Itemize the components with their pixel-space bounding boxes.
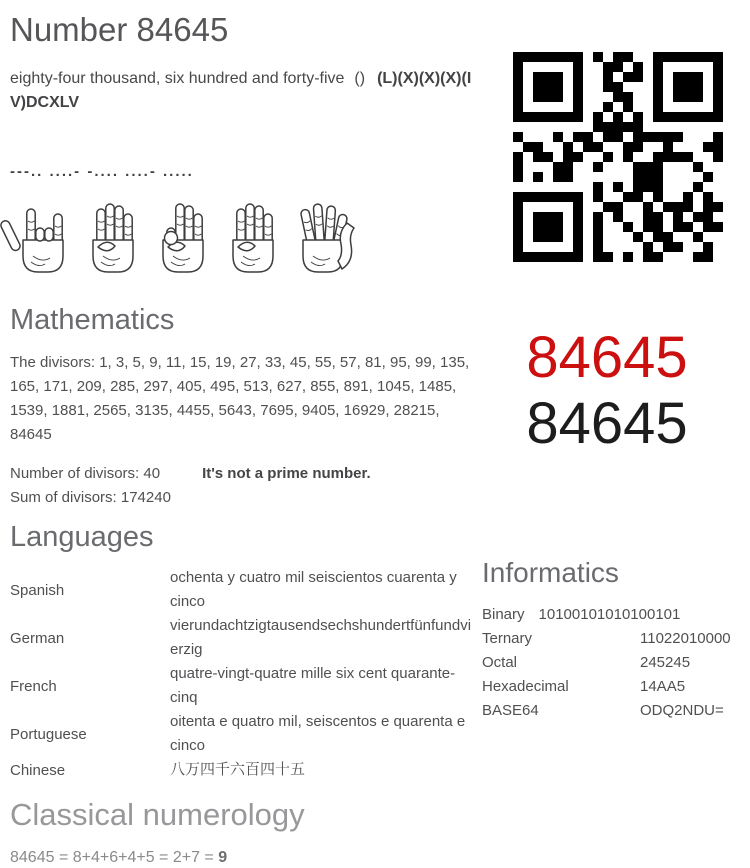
language-row-spanish [10,566,482,614]
informatics-row-octal [482,651,750,675]
language-label: Portuguese [10,725,87,743]
numerology-section [10,798,750,868]
language-row-french [10,662,482,710]
languages-table [10,566,482,782]
languages-heading: Languages [10,521,154,553]
divisors-paragraph [10,351,476,447]
informatics-label: Hexadecimal [482,678,569,695]
divisors-label: The divisors: [10,354,100,371]
informatics-label: BASE64 [482,702,539,719]
hand-digit-5 [290,195,357,275]
mathematics-section [10,277,750,510]
language-label: French [10,677,57,695]
language-row-portuguese [10,710,482,758]
hand-digit-4 [80,195,147,275]
languages-informatics-section [10,510,750,782]
language-value: ochenta y cuatro mil seiscientos cuarenta y cinco [170,569,457,610]
divisor-sum-value: 174240 [120,489,171,506]
language-label: Spanish [10,581,65,599]
informatics-block [482,556,750,723]
qr-code [513,52,723,262]
big-number-red: 84645 [526,325,688,390]
language-value: quatre-vingt-quatre mille six cent quarante-cinq [170,665,456,706]
divisors-list: 1, 3, 5, 9, 11, 15, 19, 27, 33, 45, 55, 57, 81, 95, 99, 135, 165, 171, 209, 285, 297, 405, 495, 513, 627, 855, 891, 1045, 1485, 1539, 1881, 2565, 3135, 4455, 5643, 7695, 9405, 16929, 28215, 84645 [10,354,470,443]
informatics-label: Ternary [482,630,533,647]
mathematics-heading: Mathematics [10,304,175,336]
morse-code: ---.. ....- -.... ....- ..... [10,163,194,180]
informatics-label: Octal [482,654,518,671]
hand-digit-4 [220,195,287,275]
informatics-value: 14AA5 [640,678,686,695]
number-word-forms [10,67,472,115]
informatics-row-ternary [482,627,750,651]
informatics-heading: Informatics [482,557,619,588]
language-value: 八万四千六百四十五 [170,761,306,778]
informatics-row-hexadecimal [482,675,750,699]
numerology-heading: Classical numerology [10,797,305,832]
informatics-row-base64 [482,699,750,723]
big-number-display [482,325,732,456]
empty-parens: () [354,70,366,87]
language-label: Chinese [10,761,66,779]
divisor-sum-line [10,486,482,510]
language-value: vierundachtzigtausendsechshundertfünfundvierzig [170,617,472,658]
numerology-equation [10,848,750,868]
prime-note: It's not a prime number. [202,465,371,482]
language-label: German [10,629,65,647]
language-value: oitenta e quatro mil, seiscentos e quarenta e cinco [170,713,466,754]
finger-counting-hands [10,195,482,277]
equation-result: 9 [218,849,228,866]
header-section [10,0,750,277]
language-row-chinese [10,758,482,782]
hand-digit-6 [150,195,217,275]
hand-digit-8 [10,195,77,275]
big-number-black: 84645 [526,391,688,456]
informatics-value: 11022010000 [640,630,731,647]
number-in-words: eighty-four thousand, six hundred and forty-five [10,70,345,87]
language-row-german [10,614,482,662]
informatics-value: ODQ2NDU= [640,702,724,719]
roman-numeral: (L)(X)(X)(X)(IV)DCXLV [10,70,472,111]
page-title: Number 84645 [10,11,229,48]
informatics-value: 245245 [640,654,691,671]
informatics-table [482,603,750,723]
divisor-count-value: 40 [143,465,161,482]
divisor-sum-label: Sum of divisors: [10,489,121,506]
equation-prefix: 84645 = 8+4+6+4+5 = 2+7 = [10,849,219,866]
informatics-row-binary [482,603,750,627]
informatics-value: 10100101010100101 [538,606,681,623]
divisor-count-label: Number of divisors: [10,465,144,482]
informatics-label: Binary [482,606,525,623]
divisor-count-line [10,462,482,486]
